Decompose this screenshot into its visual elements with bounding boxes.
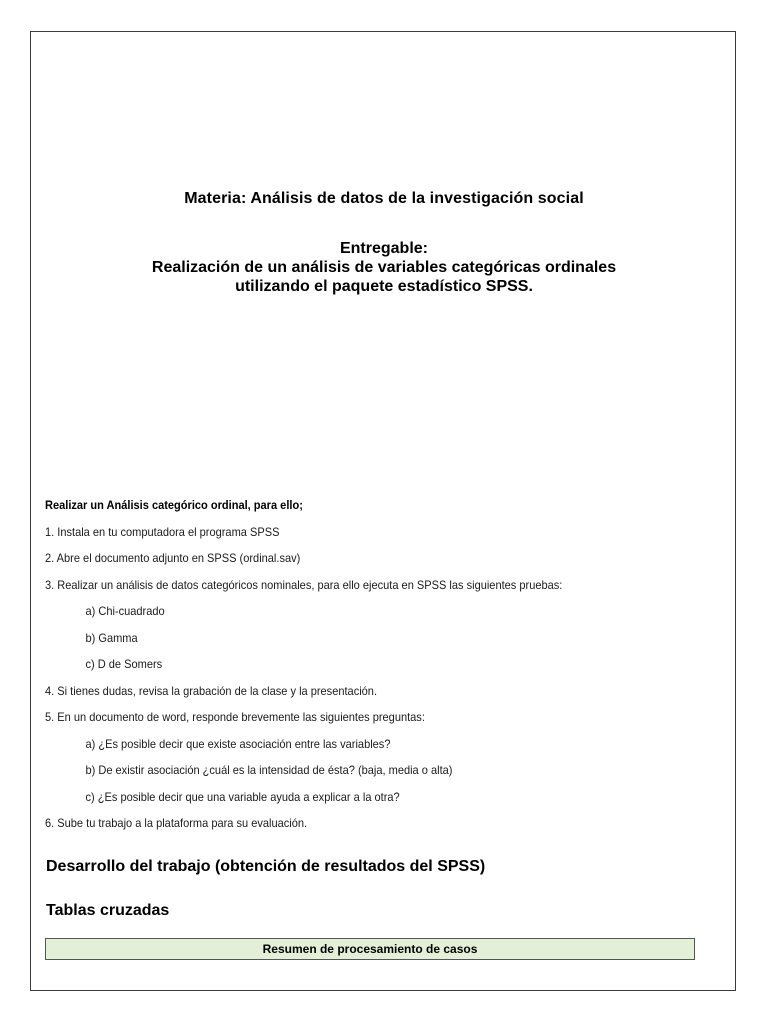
instruction-subitem: c) D de Somers [85,657,163,671]
summary-table-header: Resumen de procesamiento de casos [45,938,695,960]
tables-title: Tablas cruzadas [46,902,170,919]
instruction-subitem: b) De existir asociación ¿cuál es la intensidad de ésta? (baja, media o alta) [85,763,453,777]
instructions-list [45,492,725,837]
instruction-subitem: b) Gamma [85,630,138,645]
instruction-item: 3. Realizar un análisis de datos categóricos nominales, para ello ejecuta en SPSS las siguientes pruebas: [45,577,563,592]
instruction-subitem: a) Chi-cuadrado [85,604,165,618]
instruction-item: 5. En un documento de word, responde brevemente las siguientes preguntas: [45,710,425,724]
instruction-item: 2. Abre el documento adjunto en SPSS (ordinal.sav) [45,551,301,565]
deliverable-line-1: Realización de un análisis de variables categóricas ordinales [151,259,617,276]
development-title: Desarrollo del trabajo (obtención de resultados del SPSS) [46,858,486,875]
deliverable-line-2: utilizando el paquete estadístico SPSS. [235,278,533,295]
deliverable-block [0,239,768,296]
deliverable-label: Entregable: [339,240,428,257]
instruction-item: 6. Sube tu trabajo a la plataforma para su evaluación. [45,816,308,830]
instruction-subitem: c) ¿Es posible decir que una variable ayuda a explicar a la otra? [85,789,400,804]
instruction-subitem: a) ¿Es posible decir que existe asociación entre las variables? [85,736,391,751]
subject-title: Materia: Análisis de datos de la investigación social [184,190,584,207]
instruction-item: 1. Instala en tu computadora el programa SPSS [45,524,280,539]
instruction-item: 4. Si tienes dudas, revisa la grabación de la clase y la presentación. [45,683,378,698]
instructions-heading: Realizar un Análisis categórico ordinal, para ello; [45,498,303,512]
